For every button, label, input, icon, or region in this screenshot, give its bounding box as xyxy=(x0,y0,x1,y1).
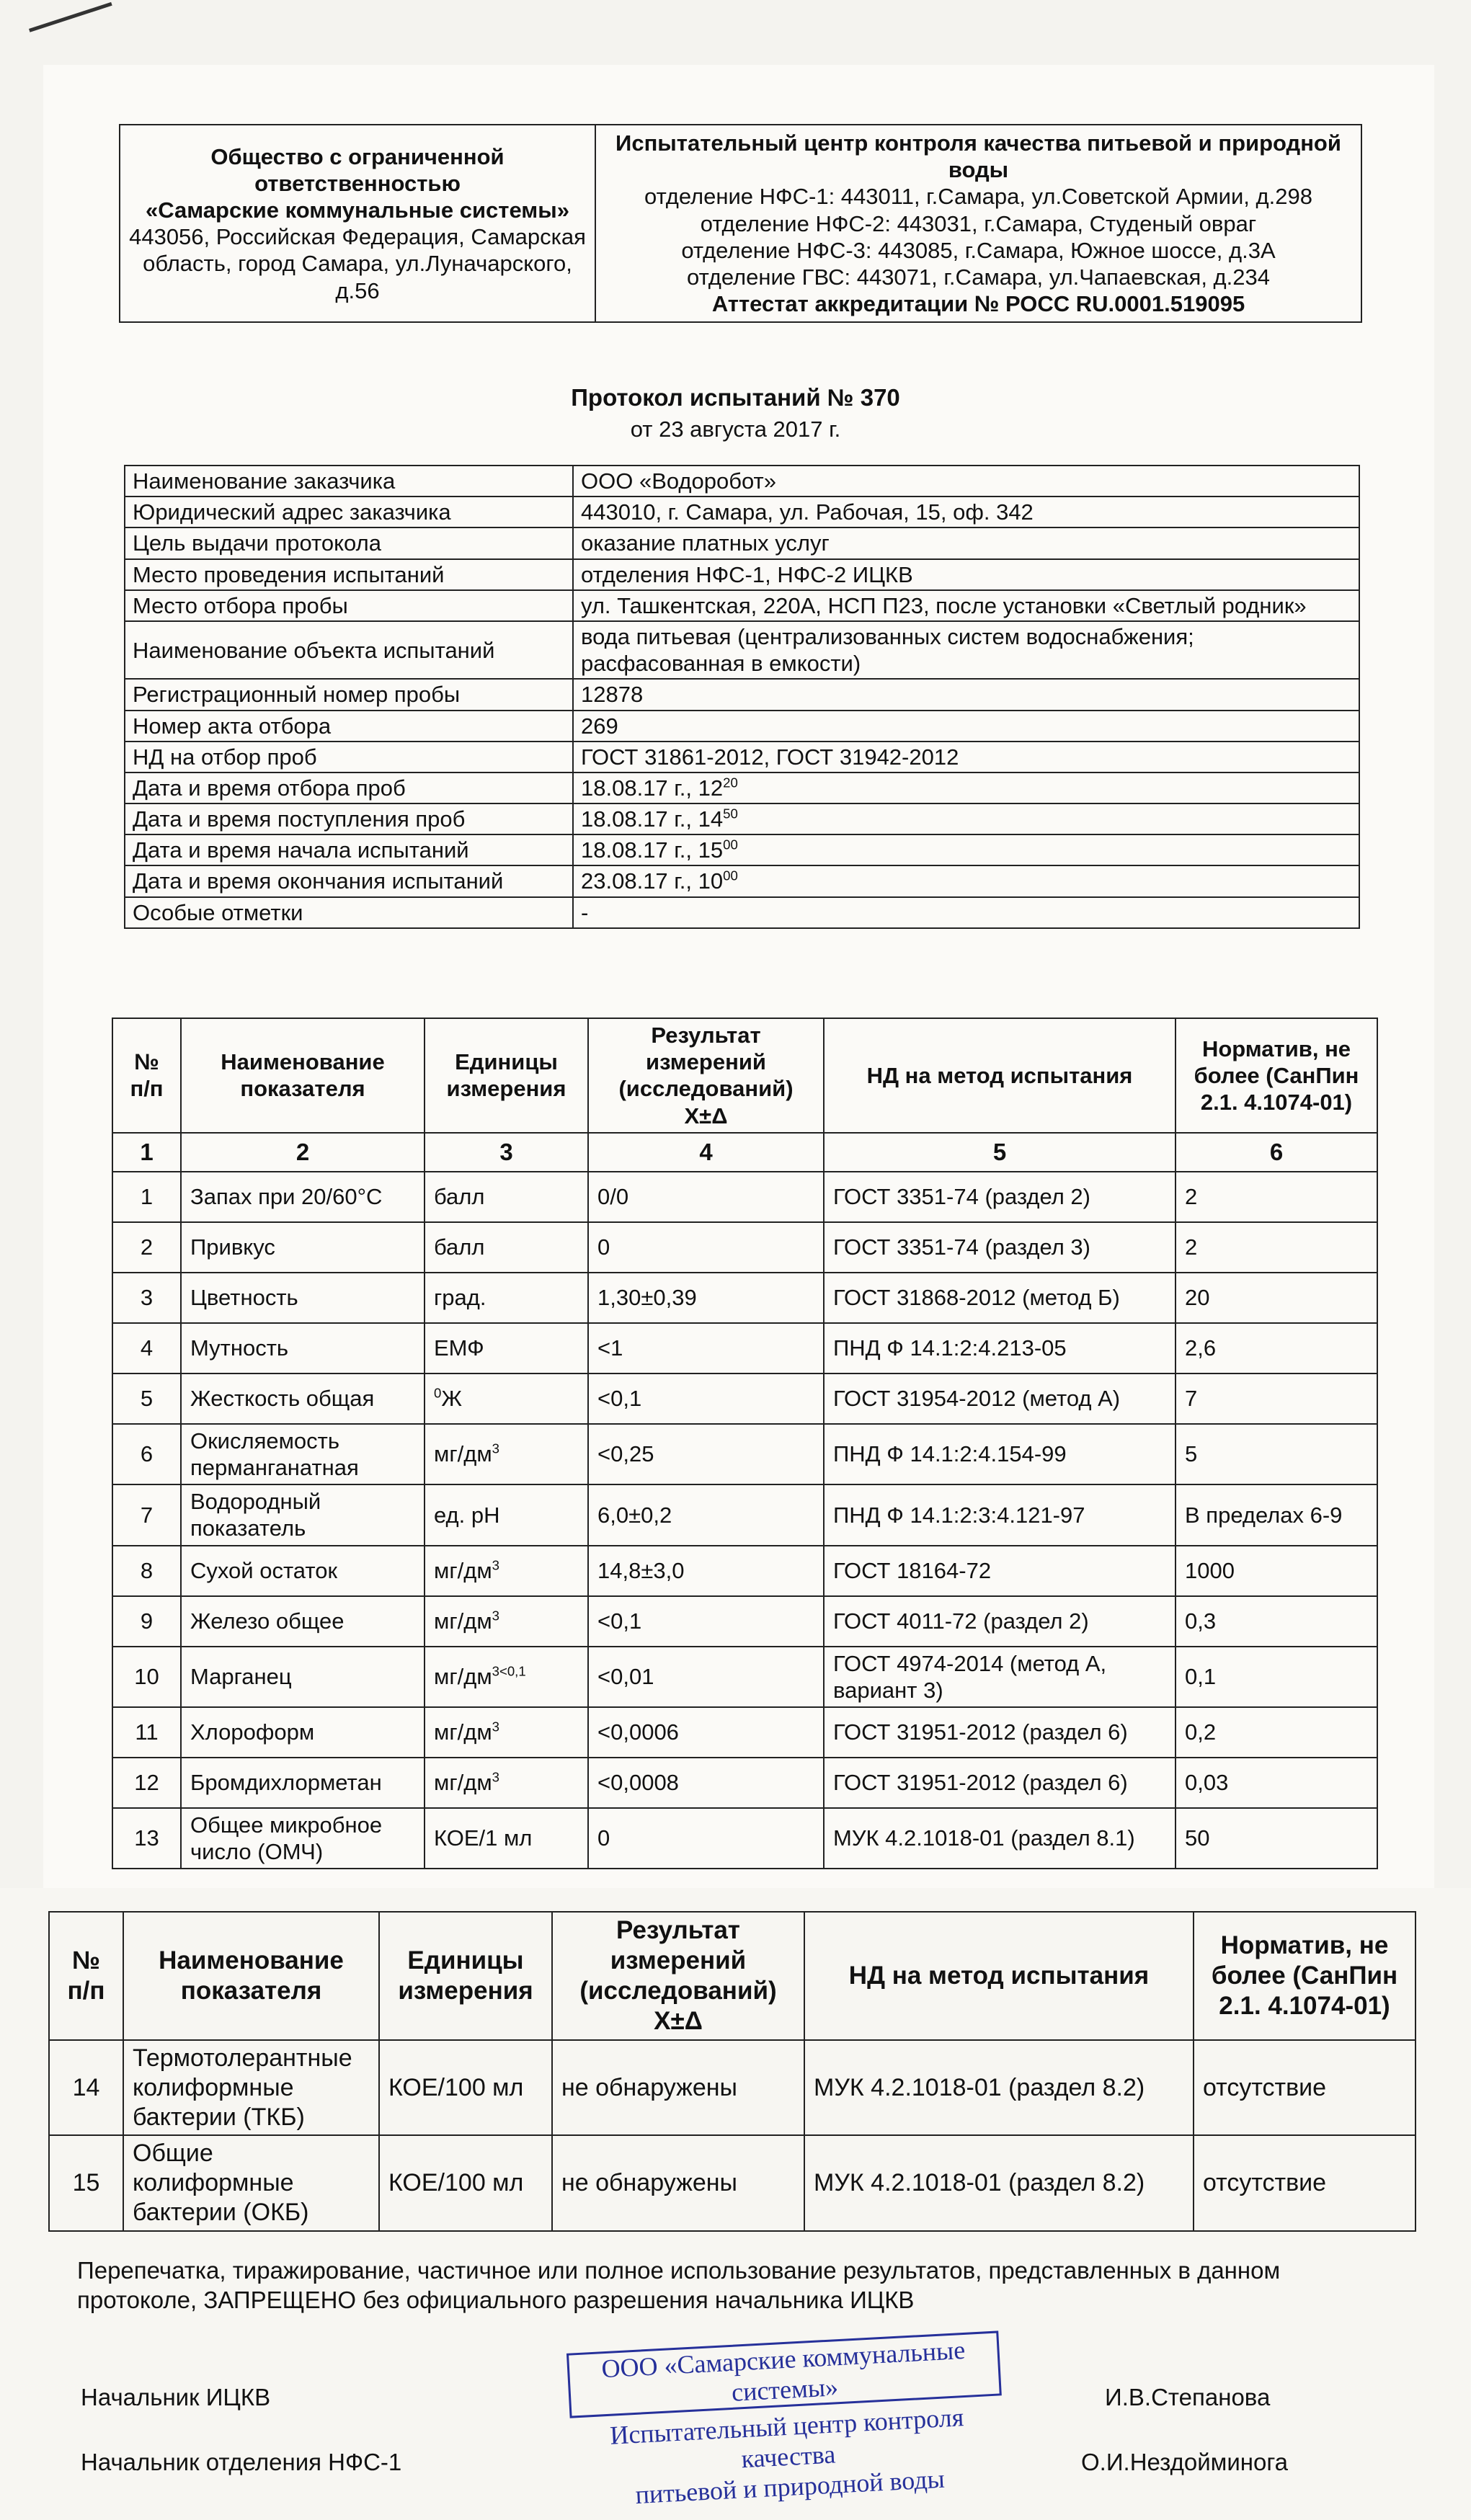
results-table-continued xyxy=(48,1911,1416,2232)
row-indicator: Запах при 20/60°С xyxy=(181,1172,425,1222)
header-num: № п/п xyxy=(112,1018,181,1133)
column-number-row xyxy=(112,1133,1377,1172)
info-row xyxy=(125,865,1359,896)
result-row xyxy=(112,1172,1377,1222)
row-method: ГОСТ 3351-74 (раздел 3) xyxy=(824,1222,1176,1273)
info-label: Цель выдачи протокола xyxy=(125,527,573,558)
info-value-text: - xyxy=(581,899,589,925)
header-norm: Норматив, не более (СанПин 2.1. 4.1074-01) xyxy=(1176,1018,1377,1133)
header-norm: Норматив, не более (СанПин 2.1. 4.1074-01) xyxy=(1194,1912,1416,2040)
row-result: <0,0008 xyxy=(588,1758,824,1808)
stamp xyxy=(566,2330,1005,2510)
header-num: № п/п xyxy=(49,1912,123,2040)
info-row xyxy=(125,897,1359,928)
row-norm: 2 xyxy=(1176,1222,1377,1273)
header-result: Результат измерений (исследований) Х±Δ xyxy=(552,1912,804,2040)
reprint-notice: Перепечатка, тиражирование, частичное или полное использование результатов, представленных в данном протоколе, ЗАПРЕЩЕНО без официального разрешения начальника ИЦКВ xyxy=(77,2257,1281,2314)
row-unit xyxy=(425,1323,588,1373)
row-indicator: Хлороформ xyxy=(181,1707,425,1758)
row-method: ГОСТ 31954-2012 (метод А) xyxy=(824,1373,1176,1424)
info-value-text: 18.08.17 г., 12 xyxy=(581,775,724,801)
info-value-sup: 00 xyxy=(723,868,738,884)
info-label: Особые отметки xyxy=(125,897,573,928)
unit-sup: 3 xyxy=(492,1719,499,1735)
info-value-text: ул. Ташкентская, 220А, НСП П23, после установки «Светлый родник» xyxy=(581,592,1307,618)
result-row xyxy=(112,1758,1377,1808)
row-norm: отсутствие xyxy=(1194,2135,1416,2230)
info-value-text: 443010, г. Самара, ул. Рабочая, 15, оф. 342 xyxy=(581,499,1034,525)
info-label: Дата и время начала испытаний xyxy=(125,834,573,865)
info-label: Юридический адрес заказчика xyxy=(125,497,573,527)
row-norm: 50 xyxy=(1176,1808,1377,1869)
column-number: 2 xyxy=(181,1133,425,1172)
row-indicator: Жесткость общая xyxy=(181,1373,425,1424)
row-unit xyxy=(425,1222,588,1273)
row-unit xyxy=(425,1424,588,1484)
info-row xyxy=(125,834,1359,865)
row-method: ГОСТ 31868-2012 (метод Б) xyxy=(824,1273,1176,1323)
row-norm: 20 xyxy=(1176,1273,1377,1323)
protocol-title: Протокол испытаний № 370 xyxy=(571,384,900,411)
info-row xyxy=(125,621,1359,679)
row-result: не обнаружены xyxy=(552,2040,804,2135)
row-method: ГОСТ 31951-2012 (раздел 6) xyxy=(824,1707,1176,1758)
info-row xyxy=(125,466,1359,497)
header-method: НД на метод испытания xyxy=(804,1912,1194,2040)
row-unit xyxy=(425,1273,588,1323)
unit-text: ед. рН xyxy=(434,1502,500,1528)
row-number: 11 xyxy=(112,1707,181,1758)
result-row xyxy=(112,1373,1377,1424)
info-row xyxy=(125,497,1359,527)
info-label: Дата и время окончания испытаний xyxy=(125,865,573,896)
info-label: Регистрационный номер пробы xyxy=(125,679,573,710)
row-unit xyxy=(425,1373,588,1424)
info-row xyxy=(125,742,1359,773)
header-name: Наименование показателя xyxy=(123,1912,379,2040)
row-indicator: Марганец xyxy=(181,1647,425,1707)
results-header-row xyxy=(112,1018,1377,1133)
info-table xyxy=(124,465,1360,929)
protocol-date: от 23 августа 2017 г. xyxy=(630,417,841,442)
unit-text: балл xyxy=(434,1184,485,1210)
info-value xyxy=(573,559,1359,590)
row-result: 1,30±0,39 xyxy=(588,1273,824,1323)
info-value-text: ГОСТ 31861-2012, ГОСТ 31942-2012 xyxy=(581,744,959,770)
row-result: 0 xyxy=(588,1808,824,1869)
unit-text: град. xyxy=(434,1285,486,1311)
row-result: 6,0±0,2 xyxy=(588,1484,824,1545)
info-value xyxy=(573,590,1359,621)
header-table xyxy=(119,124,1362,323)
row-norm: 5 xyxy=(1176,1424,1377,1484)
row-result: <1 xyxy=(588,1323,824,1373)
row-unit xyxy=(425,1808,588,1869)
info-value xyxy=(573,865,1359,896)
dept-head-name: О.И.Нездойминога xyxy=(1081,2449,1288,2475)
unit-text: КОЕ/100 мл xyxy=(388,2073,524,2101)
info-label: Дата и время поступления проб xyxy=(125,803,573,834)
header-units: Единицы измерения xyxy=(425,1018,588,1133)
dept-nfs1: отделение НФС-1: 443011, г.Самара, ул.Советской Армии, д.298 xyxy=(644,184,1312,210)
org-cell xyxy=(120,125,595,322)
result-row xyxy=(112,1647,1377,1707)
column-number: 1 xyxy=(112,1133,181,1172)
row-indicator: Железо общее xyxy=(181,1596,425,1647)
row-unit xyxy=(379,2040,552,2135)
result-row xyxy=(49,2040,1416,2135)
info-value xyxy=(573,466,1359,497)
stamp-line2: Испытательный центр контроля качества xyxy=(609,2403,965,2474)
unit-text: Ж xyxy=(441,1386,462,1412)
row-number: 6 xyxy=(112,1424,181,1484)
stamp-line1: ООО «Самарские коммунальные системы» xyxy=(566,2330,1002,2418)
result-row xyxy=(112,1484,1377,1545)
info-value-text: отделения НФС-1, НФС-2 ИЦКВ xyxy=(581,561,913,587)
info-value xyxy=(573,834,1359,865)
info-value xyxy=(573,497,1359,527)
row-norm: 1000 xyxy=(1176,1546,1377,1596)
row-indicator: Окисляемость перманганатная xyxy=(181,1424,425,1484)
info-value-text: 269 xyxy=(581,713,618,739)
info-value-text: ООО «Водоробот» xyxy=(581,468,776,494)
pen-mark xyxy=(29,2,119,53)
row-result: <0,1 xyxy=(588,1373,824,1424)
info-label: Наименование объекта испытаний xyxy=(125,621,573,679)
column-number: 3 xyxy=(425,1133,588,1172)
unit-sup: 3<0,1 xyxy=(492,1663,526,1679)
row-result: 14,8±3,0 xyxy=(588,1546,824,1596)
results2-head xyxy=(49,1912,1416,2040)
unit-sup: 3 xyxy=(492,1441,499,1457)
row-method: ГОСТ 18164-72 xyxy=(824,1546,1176,1596)
chief-name: И.В.Степанова xyxy=(1105,2384,1271,2410)
row-method: МУК 4.2.1018-01 (раздел 8.2) xyxy=(804,2040,1194,2135)
org-address: 443056, Российская Федерация, Самарская область, город Самара, ул.Луначарского, д.56 xyxy=(129,224,586,303)
info-value xyxy=(573,773,1359,803)
row-unit xyxy=(425,1596,588,1647)
results-head xyxy=(112,1018,1377,1172)
result-row xyxy=(112,1222,1377,1273)
unit-sup: 3 xyxy=(492,1769,499,1785)
dept-nfs2: отделение НФС-2: 443031, г.Самара, Студеный овраг xyxy=(700,210,1257,236)
accreditation: Аттестат аккредитации № РОСС RU.0001.519095 xyxy=(711,291,1245,317)
info-value-text: 12878 xyxy=(581,682,644,708)
row-indicator: Цветность xyxy=(181,1273,425,1323)
row-unit xyxy=(425,1758,588,1808)
info-label: Место проведения испытаний xyxy=(125,559,573,590)
info-value xyxy=(573,711,1359,742)
row-indicator: Сухой остаток xyxy=(181,1546,425,1596)
dept-nfs3: отделение НФС-3: 443085, г.Самара, Южное шоссе, д.3А xyxy=(681,237,1276,263)
row-indicator: Водородный показатель xyxy=(181,1484,425,1545)
row-norm: 0,03 xyxy=(1176,1758,1377,1808)
header-units: Единицы измерения xyxy=(379,1912,552,2040)
row-method: МУК 4.2.1018-01 (раздел 8.1) xyxy=(824,1808,1176,1869)
info-value xyxy=(573,803,1359,834)
info-row xyxy=(125,527,1359,558)
unit-text: мг/дм xyxy=(434,1441,492,1467)
unit-text: мг/дм xyxy=(434,1719,492,1745)
row-norm: отсутствие xyxy=(1194,2040,1416,2135)
row-unit xyxy=(425,1484,588,1545)
row-indicator: Общие колиформные бактерии (ОКБ) xyxy=(123,2135,379,2230)
row-result: 0 xyxy=(588,1222,824,1273)
info-row xyxy=(125,559,1359,590)
info-value-sup: 50 xyxy=(723,806,738,822)
info-row xyxy=(125,773,1359,803)
row-norm: В пределах 6-9 xyxy=(1176,1484,1377,1545)
info-value xyxy=(573,621,1359,679)
result-row xyxy=(112,1424,1377,1484)
row-result: <0,1 xyxy=(588,1596,824,1647)
info-label: Номер акта отбора xyxy=(125,711,573,742)
row-number: 10 xyxy=(112,1647,181,1707)
row-number: 13 xyxy=(112,1808,181,1869)
chief-title: Начальник ИЦКВ xyxy=(81,2384,271,2410)
results-table xyxy=(112,1018,1378,1869)
row-result: 0/0 xyxy=(588,1172,824,1222)
info-label: Место отбора пробы xyxy=(125,590,573,621)
results-header-row xyxy=(49,1912,1416,2040)
row-indicator: Термотолерантные колиформные бактерии (ТКБ) xyxy=(123,2040,379,2135)
row-unit xyxy=(379,2135,552,2230)
row-number: 15 xyxy=(49,2135,123,2230)
unit-sup: 3 xyxy=(492,1557,499,1573)
row-number: 12 xyxy=(112,1758,181,1808)
unit-text: мг/дм xyxy=(434,1557,492,1583)
column-number: 5 xyxy=(824,1133,1176,1172)
column-number: 4 xyxy=(588,1133,824,1172)
info-value-text: вода питьевая (централизованных систем водоснабжения; расфасованная в емкости) xyxy=(581,623,1194,677)
result-row xyxy=(112,1596,1377,1647)
row-result: <0,25 xyxy=(588,1424,824,1484)
unit-sup-pre: 0 xyxy=(434,1385,442,1401)
row-norm: 2,6 xyxy=(1176,1323,1377,1373)
info-row xyxy=(125,679,1359,710)
dept-gvs: отделение ГВС: 443071, г.Самара, ул.Чапаевская, д.234 xyxy=(687,264,1270,290)
row-norm: 7 xyxy=(1176,1373,1377,1424)
org-name-line1: Общество с ограниченной ответственностью xyxy=(210,143,505,196)
stamp-line3: питьевой и природной воды xyxy=(634,2464,946,2510)
unit-text: мг/дм xyxy=(434,1608,492,1634)
info-value xyxy=(573,527,1359,558)
result-row xyxy=(112,1707,1377,1758)
org-name-line2: «Самарские коммунальные системы» xyxy=(146,197,569,223)
row-norm: 0,3 xyxy=(1176,1596,1377,1647)
row-unit xyxy=(425,1647,588,1707)
row-unit xyxy=(425,1546,588,1596)
center-cell xyxy=(595,125,1361,322)
row-number: 4 xyxy=(112,1323,181,1373)
row-norm: 2 xyxy=(1176,1172,1377,1222)
row-method: ГОСТ 4974-2014 (метод А, вариант 3) xyxy=(824,1647,1176,1707)
info-value-text: 18.08.17 г., 15 xyxy=(581,837,724,863)
row-indicator: Бромдихлорметан xyxy=(181,1758,425,1808)
results-body xyxy=(112,1172,1377,1869)
row-method: ГОСТ 31951-2012 (раздел 6) xyxy=(824,1758,1176,1808)
info-value-text: 23.08.17 г., 10 xyxy=(581,868,724,894)
row-unit xyxy=(425,1707,588,1758)
dept-head-title: Начальник отделения НФС-1 xyxy=(81,2449,402,2475)
header-name: Наименование показателя xyxy=(181,1018,425,1133)
row-norm: 0,2 xyxy=(1176,1707,1377,1758)
row-indicator: Привкус xyxy=(181,1222,425,1273)
row-number: 5 xyxy=(112,1373,181,1424)
result-row xyxy=(112,1546,1377,1596)
unit-text: балл xyxy=(434,1234,485,1260)
info-row xyxy=(125,803,1359,834)
row-number: 8 xyxy=(112,1546,181,1596)
row-number: 1 xyxy=(112,1172,181,1222)
info-value-sup: 20 xyxy=(723,775,738,791)
row-method: ГОСТ 3351-74 (раздел 2) xyxy=(824,1172,1176,1222)
info-value-sup: 00 xyxy=(723,837,738,852)
info-value xyxy=(573,679,1359,710)
unit-text: КОЕ/100 мл xyxy=(388,2169,524,2197)
header-result: Результат измерений (исследований) Х±Δ xyxy=(588,1018,824,1133)
row-indicator: Мутность xyxy=(181,1323,425,1373)
row-number: 2 xyxy=(112,1222,181,1273)
center-title: Испытательный центр контроля качества питьевой и природной воды xyxy=(615,130,1341,183)
unit-text: ЕМФ xyxy=(434,1335,484,1361)
row-number: 3 xyxy=(112,1273,181,1323)
info-row xyxy=(125,590,1359,621)
row-method: ПНД Ф 14.1:2:3:4.121-97 xyxy=(824,1484,1176,1545)
info-label: Дата и время отбора проб xyxy=(125,773,573,803)
unit-text: мг/дм xyxy=(434,1664,492,1690)
result-row xyxy=(112,1273,1377,1323)
row-method: ПНД Ф 14.1:2:4.154-99 xyxy=(824,1424,1176,1484)
result-row xyxy=(49,2135,1416,2230)
row-indicator: Общее микробное число (ОМЧ) xyxy=(181,1808,425,1869)
row-number: 14 xyxy=(49,2040,123,2135)
row-method: МУК 4.2.1018-01 (раздел 8.2) xyxy=(804,2135,1194,2230)
row-unit xyxy=(425,1172,588,1222)
unit-text: КОЕ/1 мл xyxy=(434,1825,533,1851)
row-result: <0,01 xyxy=(588,1647,824,1707)
info-value-text: 18.08.17 г., 14 xyxy=(581,806,724,832)
row-method: ПНД Ф 14.1:2:4.213-05 xyxy=(824,1323,1176,1373)
result-row xyxy=(112,1808,1377,1869)
column-number: 6 xyxy=(1176,1133,1377,1172)
info-row xyxy=(125,711,1359,742)
row-number: 9 xyxy=(112,1596,181,1647)
info-value-text: оказание платных услуг xyxy=(581,530,830,556)
row-norm: 0,1 xyxy=(1176,1647,1377,1707)
header-method: НД на метод испытания xyxy=(824,1018,1176,1133)
info-label: Наименование заказчика xyxy=(125,466,573,497)
row-result: <0,0006 xyxy=(588,1707,824,1758)
info-label: НД на отбор проб xyxy=(125,742,573,773)
row-method: ГОСТ 4011-72 (раздел 2) xyxy=(824,1596,1176,1647)
row-result: не обнаружены xyxy=(552,2135,804,2230)
result-row xyxy=(112,1323,1377,1373)
info-value xyxy=(573,897,1359,928)
info-value xyxy=(573,742,1359,773)
unit-text: мг/дм xyxy=(434,1770,492,1796)
row-number: 7 xyxy=(112,1484,181,1545)
unit-sup: 3 xyxy=(492,1608,499,1624)
results2-body xyxy=(49,2040,1416,2231)
